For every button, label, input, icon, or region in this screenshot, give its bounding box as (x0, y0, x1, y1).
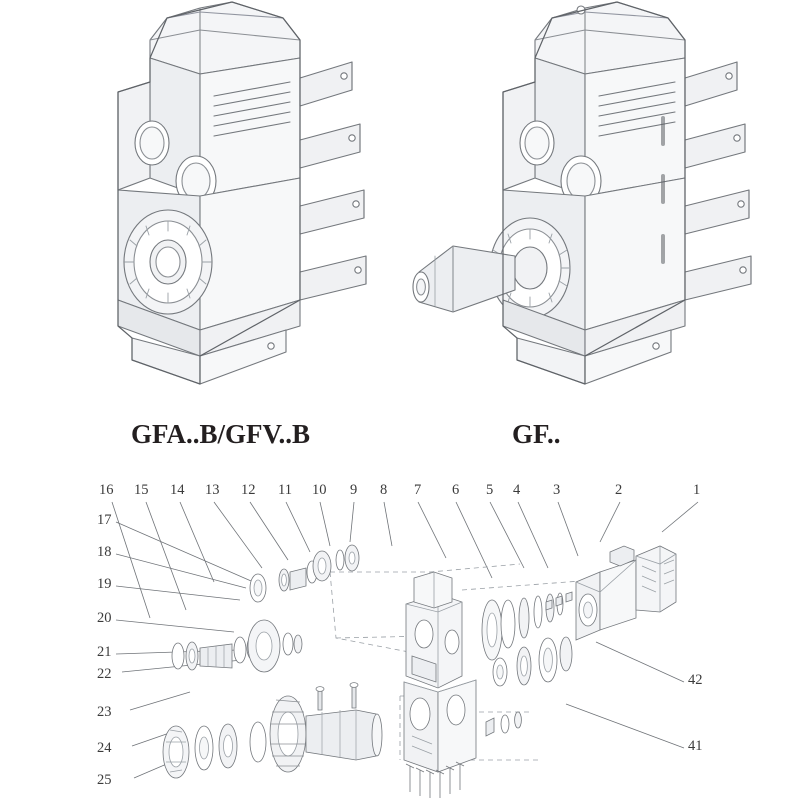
callout-42: 42 (688, 672, 703, 688)
gearbox-left-view (0, 0, 400, 410)
callout-41: 41 (688, 738, 703, 754)
callout-1: 1 (693, 482, 701, 498)
callout-18: 18 (97, 544, 112, 560)
callout-8: 8 (380, 482, 388, 498)
callout-24: 24 (97, 740, 112, 756)
callout-7: 7 (414, 482, 422, 498)
callout-17: 17 (97, 512, 112, 528)
callout-2: 2 (615, 482, 623, 498)
callout-6: 6 (452, 482, 460, 498)
callout-5: 5 (486, 482, 494, 498)
caption-right: GF.. (512, 419, 561, 449)
callout-10: 10 (312, 482, 327, 498)
callout-4: 4 (513, 482, 521, 498)
callout-9: 9 (350, 482, 358, 498)
callout-22: 22 (97, 666, 112, 682)
callout-23: 23 (97, 704, 112, 720)
callout-15: 15 (134, 482, 149, 498)
callout-11: 11 (278, 482, 292, 498)
callout-16: 16 (99, 482, 114, 498)
gearbox-right-view (395, 0, 795, 410)
caption-left: GFA..B/GFV..B (131, 419, 311, 449)
exploded-parts-diagram (0, 460, 800, 800)
callout-21: 21 (97, 644, 112, 660)
callout-19: 19 (97, 576, 112, 592)
callout-14: 14 (170, 482, 185, 498)
exploded-view-graphics (0, 460, 800, 800)
callout-20: 20 (97, 610, 112, 626)
callout-25: 25 (97, 772, 112, 788)
callout-12: 12 (241, 482, 256, 498)
callout-13: 13 (205, 482, 220, 498)
callout-3: 3 (553, 482, 561, 498)
